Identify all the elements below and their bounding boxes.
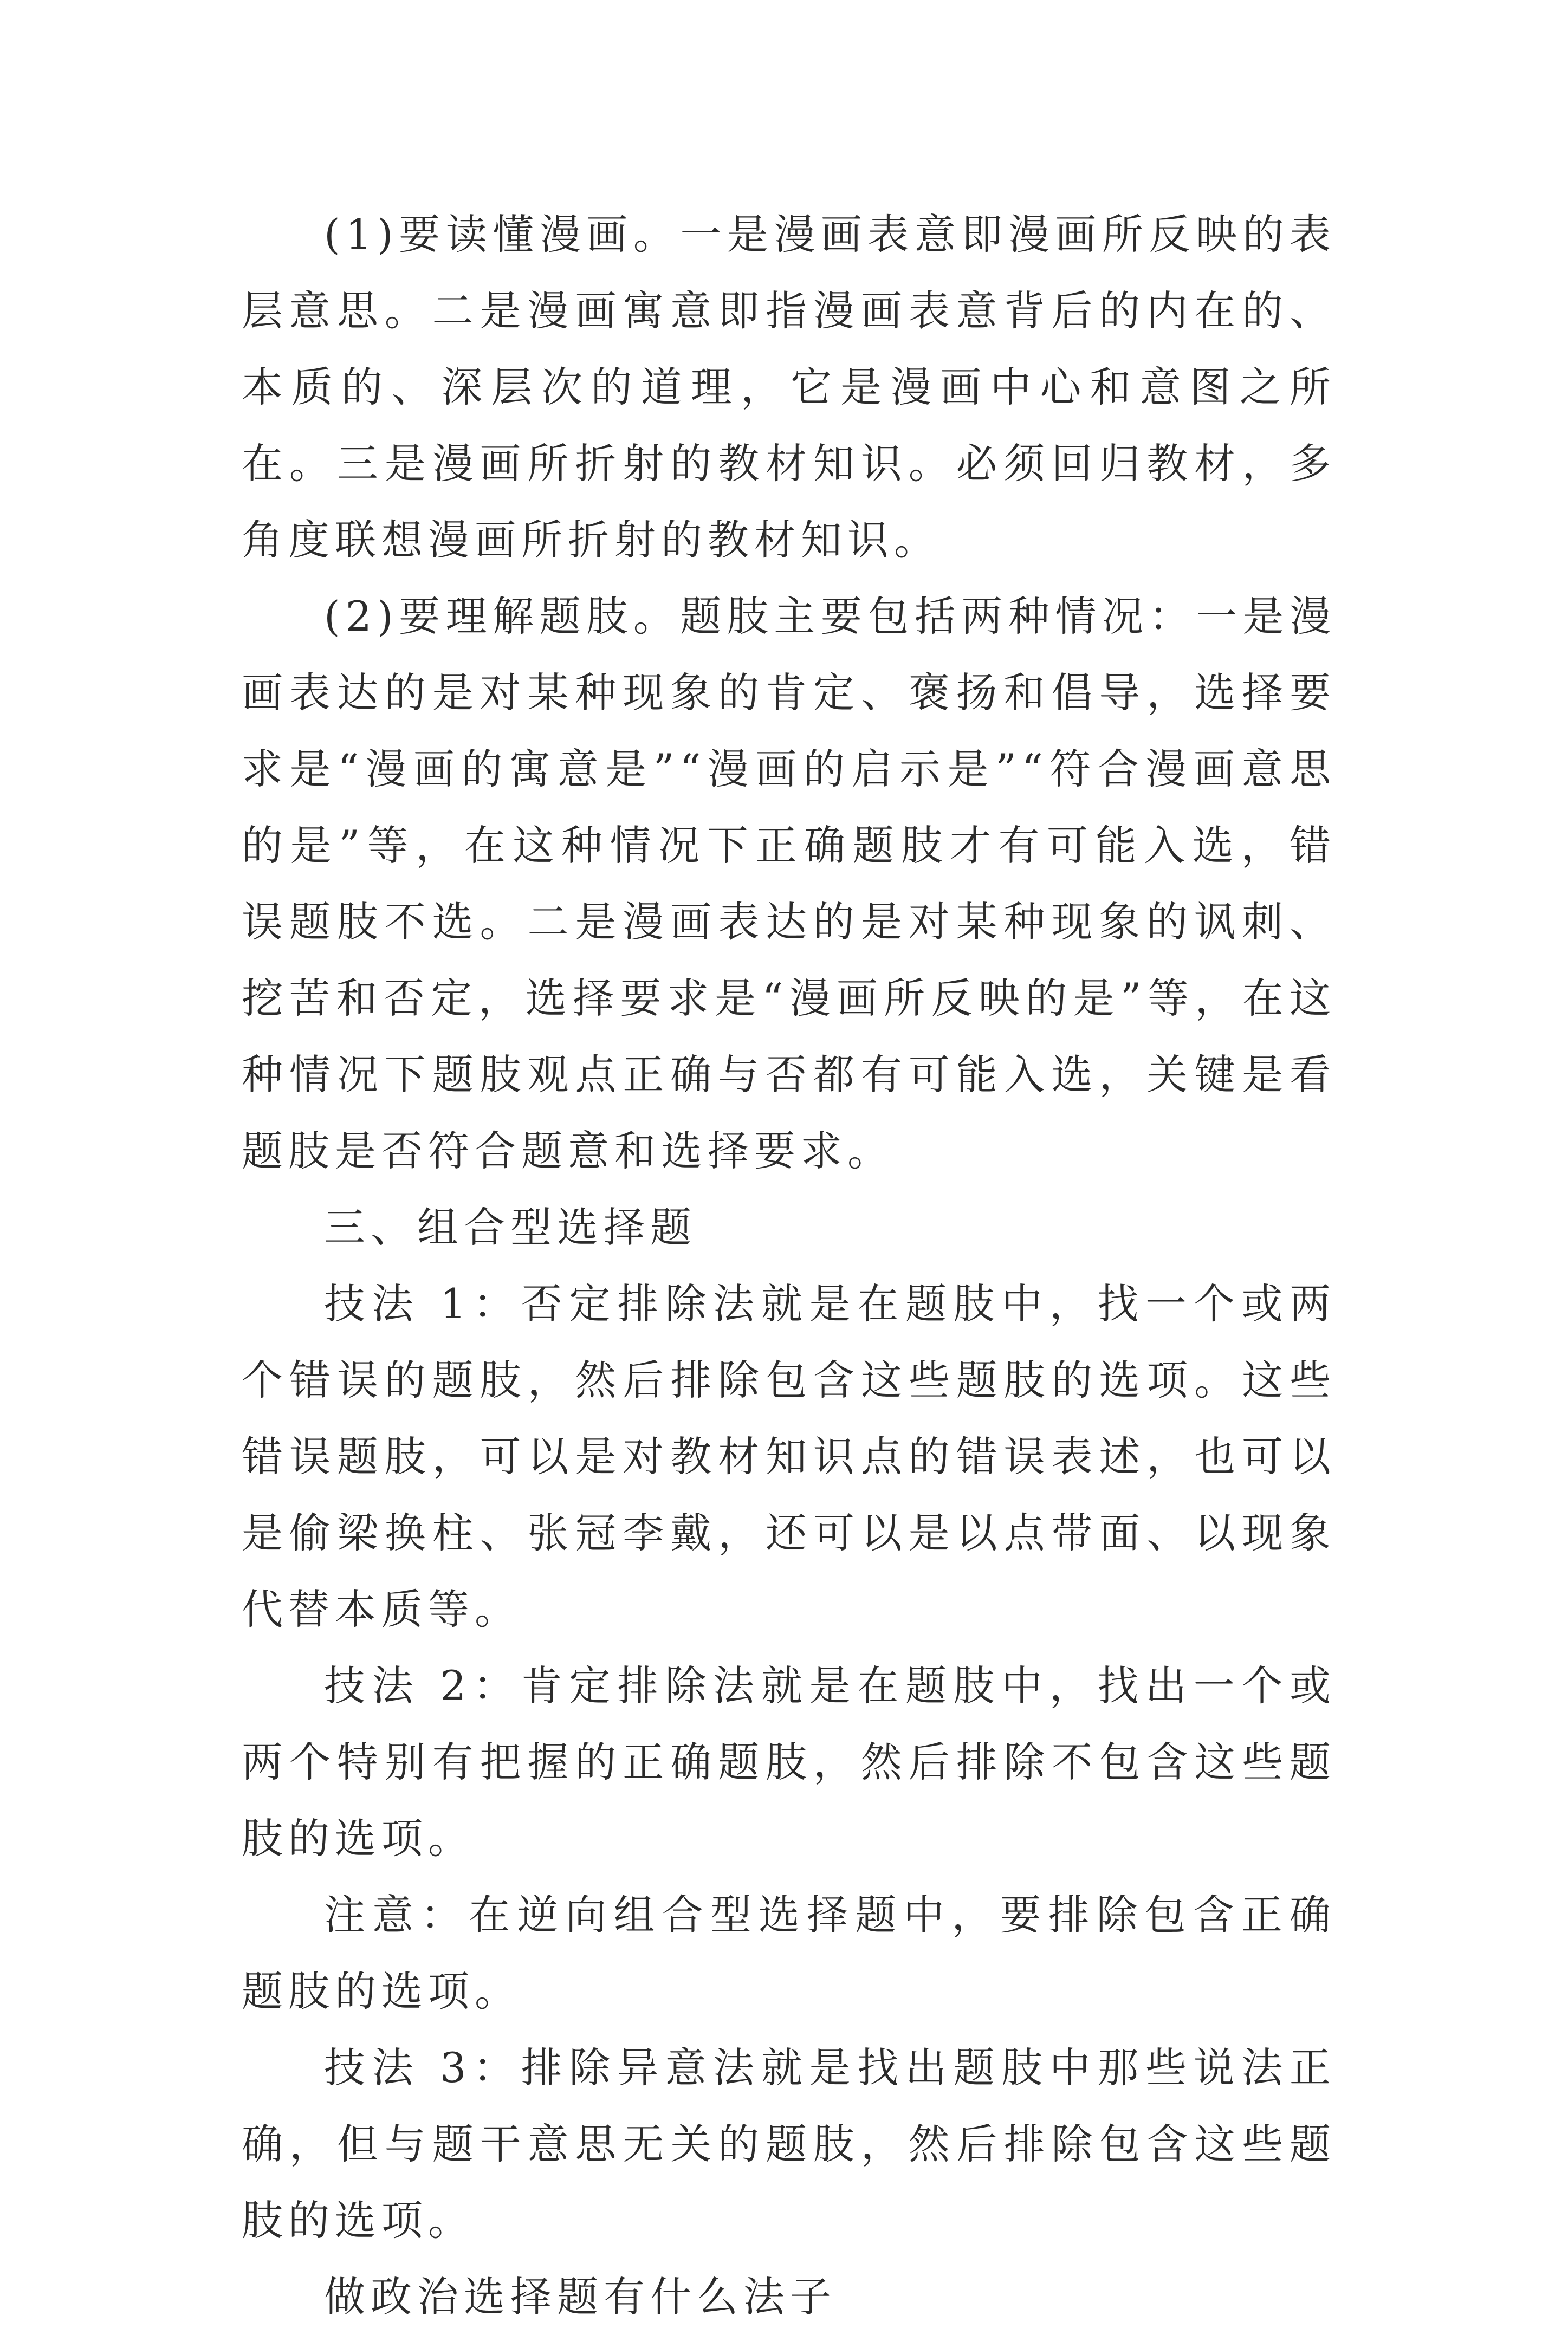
paragraph-technique-1: 技法 1：否定排除法就是在题肢中，找一个或两个错误的题肢，然后排除包含这些题肢的选项。这些错误题肢，可以是对教材知识点的错误表述，也可以是偷梁换柱、张冠李戴，还可以是以点带面、以现象代替本质等。 [242, 1280, 1336, 1633]
document-body [242, 196, 1336, 2335]
paragraph-technique-3: 技法 3：排除异意法就是找出题肢中那些说法正确，但与题干意思无关的题肢，然后排除包含这些题肢的选项。 [242, 2044, 1336, 2245]
paragraph-next-heading: 做政治选择题有什么法子 [324, 2273, 837, 2321]
section-heading-combination-questions: 三、组合型选择题 [324, 1203, 697, 1251]
paragraph-technique-2: 技法 2：肯定排除法就是在题肢中，找出一个或两个特别有把握的正确题肢，然后排除不包含这些题肢的选项。 [242, 1662, 1336, 1863]
paragraph-note: 注意：在逆向组合型选择题中，要排除包含正确题肢的选项。 [242, 1891, 1336, 2015]
paragraph-comic-reading: (1)要读懂漫画。一是漫画表意即漫画所反映的表层意思。二是漫画寓意即指漫画表意背后的内在的、本质的、深层次的道理，它是漫画中心和意图之所在。三是漫画所折射的教材知识。必须回归教材，多角度联想漫画所折射的教材知识。 [242, 210, 1336, 564]
paragraph-option-understanding: (2)要理解题肢。题肢主要包括两种情况：一是漫画表达的是对某种现象的肯定、褒扬和倡导，选择要求是“漫画的寓意是”“漫画的启示是”“符合漫画意思的是”等，在这种情况下正确题肢才有可能入选，错误题肢不选。二是漫画表达的是对某种现象的讽刺、挖苦和否定，选择要求是“漫画所反映的是”等，在这种情况下题肢观点正确与否都有可能入选，关键是看题肢是否符合题意和选择要求。 [242, 592, 1336, 1175]
